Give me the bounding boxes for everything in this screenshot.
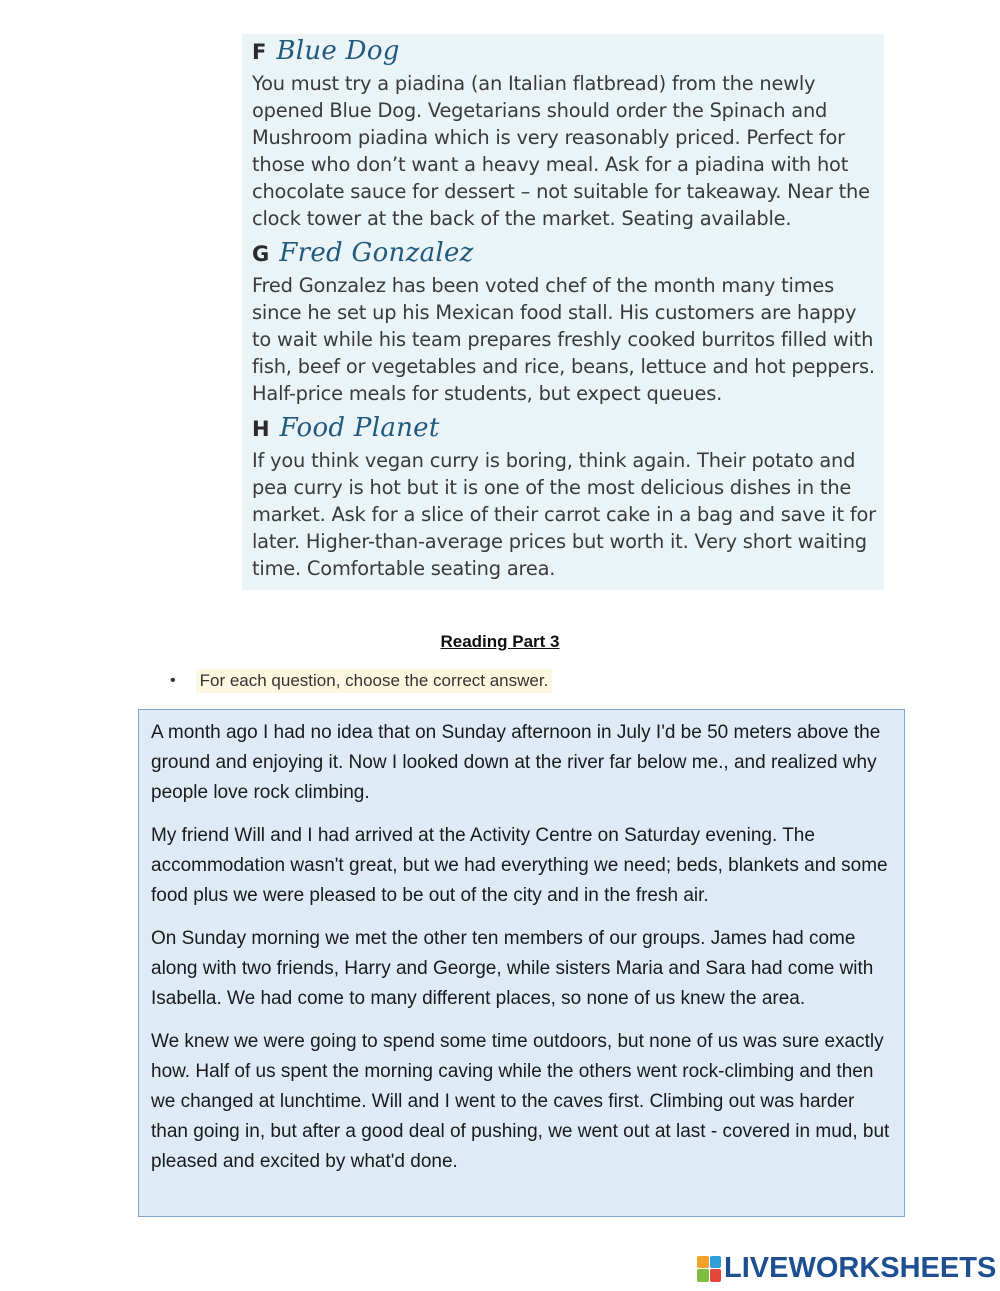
logo-blocks-icon [697, 1256, 721, 1282]
restaurant-entry-g [252, 238, 876, 407]
restaurant-header [252, 36, 876, 70]
passage-paragraph: On Sunday morning we met the other ten members of our groups. James had come along with two friends, Harry and George, while sisters Maria and Sara had come with Isabella. We had come to many different places, so none of us knew the area. [151, 928, 874, 1009]
restaurant-name: Food Planet [279, 413, 440, 443]
restaurant-letter: G [252, 242, 270, 266]
section-title: Reading Part 3 [440, 632, 560, 651]
restaurant-name: Fred Gonzalez [279, 238, 474, 268]
bullet-icon: • [170, 672, 176, 689]
restaurant-description: You must try a piadina (an Italian flatbread) from the newly opened Blue Dog. Vegetarians should order the Spinach and Mushroom piadina which is very reasonably priced. Perfect for those who don’t want a heavy meal. Ask for a piadina with hot chocolate sauce for dessert – not suitable for takeaway. Near the clock tower at the back of the market. Seating available. [252, 72, 870, 230]
instruction-text: For each question, choose the correct answer. [196, 669, 553, 693]
restaurant-entry-h [252, 413, 876, 582]
logo-text: LIVEWORKSHEETS [724, 1252, 997, 1284]
restaurant-letter: F [252, 40, 267, 64]
logo-block [697, 1256, 709, 1269]
restaurant-name: Blue Dog [276, 36, 400, 66]
restaurant-description: If you think vegan curry is boring, think again. Their potato and pea curry is hot but it is one of the most delicious dishes in the market. Ask for a slice of their carrot cake in a bag and save it for later. Higher-than-average prices but worth it. Very short waiting time. Comfortable seating area. [252, 449, 876, 580]
reading-passage [138, 709, 905, 1217]
liveworksheets-logo[interactable] [697, 1252, 996, 1285]
restaurant-header [252, 238, 876, 272]
restaurant-header [252, 413, 876, 447]
logo-block [710, 1269, 722, 1282]
passage-paragraph: We knew we were going to spend some time outdoors, but none of us was sure exactly how. Half of us spent the morning caving while the others went rock-climbing and then we changed at lunchtime. Will and I went to the caves first. Climbing out was harder than going in, but after a good deal of pushing, we went out at last - covered in mud, but pleased and excited by what'd done. [151, 1031, 890, 1172]
instruction-item [170, 669, 552, 693]
restaurant-descriptions-box [242, 34, 884, 590]
logo-block [710, 1256, 722, 1269]
restaurant-letter: H [252, 417, 270, 441]
restaurant-description: Fred Gonzalez has been voted chef of the month many times since he set up his Mexican food stall. His customers are happy to wait while his team prepares freshly cooked burritos filled with fish, beef or vegetables and rice, beans, lettuce and hot peppers. Half-price meals for students, but expect queues. [252, 274, 875, 405]
passage-paragraph: A month ago I had no idea that on Sunday afternoon in July I'd be 50 meters above the ground and enjoying it. Now I looked down at the river far below me., and realized why people love rock climbing. [151, 722, 881, 803]
passage-paragraph: My friend Will and I had arrived at the Activity Centre on Saturday evening. The accommodation wasn't great, but we had everything we need; beds, blankets and some food plus we were pleased to be out of the city and in the fresh air. [151, 825, 888, 906]
logo-block [697, 1269, 709, 1282]
restaurant-entry-f [252, 36, 876, 232]
